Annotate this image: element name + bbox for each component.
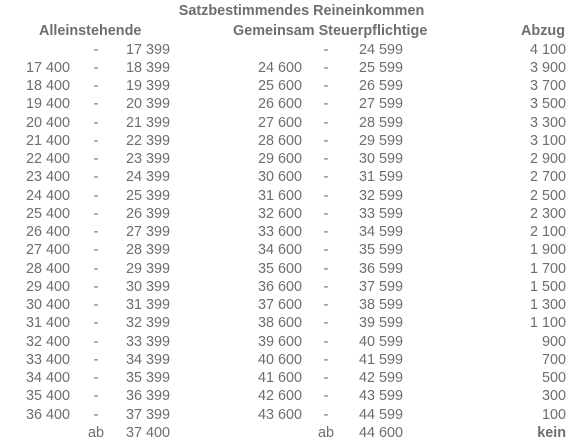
- joint-to: 44 599: [359, 406, 403, 424]
- joint-from: 24 600: [258, 59, 302, 77]
- joint-from: 42 600: [258, 387, 302, 405]
- joint-from: 38 600: [258, 314, 302, 332]
- single-to: 30 399: [126, 278, 170, 296]
- single-to: 26 399: [126, 205, 170, 223]
- table-row: [0, 314, 583, 332]
- single-to: 34 399: [126, 351, 170, 369]
- table-row: [0, 187, 583, 205]
- joint-from: 41 600: [258, 369, 302, 387]
- joint-separator: -: [318, 205, 334, 223]
- joint-to: 30 599: [359, 150, 403, 168]
- deduction-value: 3 300: [530, 114, 566, 132]
- table-row: [0, 424, 583, 442]
- single-separator: -: [88, 278, 104, 296]
- single-separator: -: [88, 205, 104, 223]
- single-from: 25 400: [26, 205, 70, 223]
- single-to: 36 399: [126, 387, 170, 405]
- table-row: [0, 387, 583, 405]
- single-separator: -: [88, 314, 104, 332]
- table-row: [0, 406, 583, 424]
- joint-from: 35 600: [258, 260, 302, 278]
- single-to: 37 400: [126, 424, 170, 442]
- single-separator: -: [88, 387, 104, 405]
- single-separator: -: [88, 77, 104, 95]
- deduction-value: 900: [542, 333, 566, 351]
- joint-to: 43 599: [359, 387, 403, 405]
- table-row: [0, 59, 583, 77]
- single-to: 25 399: [126, 187, 170, 205]
- single-separator: -: [88, 369, 104, 387]
- joint-to: 25 599: [359, 59, 403, 77]
- joint-separator: -: [318, 77, 334, 95]
- joint-to: 37 599: [359, 278, 403, 296]
- single-to: 21 399: [126, 114, 170, 132]
- joint-to: 24 599: [359, 41, 403, 59]
- table-row: [0, 333, 583, 351]
- single-separator: -: [88, 95, 104, 113]
- deduction-value: 4 100: [530, 41, 566, 59]
- single-to: 24 399: [126, 168, 170, 186]
- joint-to: 33 599: [359, 205, 403, 223]
- single-from: 30 400: [26, 296, 70, 314]
- table-row: [0, 168, 583, 186]
- header-deduction: Abzug: [521, 22, 565, 40]
- joint-to: 35 599: [359, 241, 403, 259]
- single-from: 19 400: [26, 95, 70, 113]
- joint-from: 29 600: [258, 150, 302, 168]
- joint-from: 25 600: [258, 77, 302, 95]
- single-to: 32 399: [126, 314, 170, 332]
- deduction-value: 2 700: [530, 168, 566, 186]
- deduction-value: 1 300: [530, 296, 566, 314]
- single-from: 20 400: [26, 114, 70, 132]
- joint-separator: -: [318, 333, 334, 351]
- single-from: 17 400: [26, 59, 70, 77]
- table-title: Satzbestimmendes Reineinkommen: [0, 3, 583, 20]
- single-separator: -: [88, 150, 104, 168]
- single-separator: -: [88, 223, 104, 241]
- joint-from: 26 600: [258, 95, 302, 113]
- single-to: 23 399: [126, 150, 170, 168]
- joint-from: 34 600: [258, 241, 302, 259]
- joint-from: 39 600: [258, 333, 302, 351]
- joint-separator: -: [318, 150, 334, 168]
- table-row: [0, 296, 583, 314]
- joint-to: 38 599: [359, 296, 403, 314]
- deduction-value: 2 300: [530, 205, 566, 223]
- joint-to: 44 600: [359, 424, 403, 442]
- single-to: 35 399: [126, 369, 170, 387]
- joint-separator: -: [318, 260, 334, 278]
- joint-from: 27 600: [258, 114, 302, 132]
- joint-separator: -: [318, 406, 334, 424]
- joint-separator: -: [318, 59, 334, 77]
- single-to: 28 399: [126, 241, 170, 259]
- joint-to: 42 599: [359, 369, 403, 387]
- joint-from: 40 600: [258, 351, 302, 369]
- joint-separator: -: [318, 296, 334, 314]
- single-to: 22 399: [126, 132, 170, 150]
- table-row: [0, 223, 583, 241]
- table-row: [0, 95, 583, 113]
- table-row: [0, 41, 583, 59]
- table-row: [0, 369, 583, 387]
- single-separator: ab: [88, 424, 104, 442]
- deduction-value: 2 500: [530, 187, 566, 205]
- single-separator: -: [88, 41, 104, 59]
- column-headers: [0, 22, 583, 40]
- table-row: [0, 150, 583, 168]
- joint-to: 41 599: [359, 351, 403, 369]
- joint-separator: -: [318, 187, 334, 205]
- single-separator: -: [88, 59, 104, 77]
- joint-to: 27 599: [359, 95, 403, 113]
- table-row: [0, 241, 583, 259]
- single-from: 36 400: [26, 406, 70, 424]
- single-separator: -: [88, 333, 104, 351]
- deduction-value: 3 700: [530, 77, 566, 95]
- joint-from: 43 600: [258, 406, 302, 424]
- joint-to: 31 599: [359, 168, 403, 186]
- single-from: 28 400: [26, 260, 70, 278]
- joint-to: 32 599: [359, 187, 403, 205]
- table-body: [0, 41, 583, 442]
- single-separator: -: [88, 168, 104, 186]
- table-row: [0, 351, 583, 369]
- deduction-value: 300: [542, 387, 566, 405]
- joint-to: 34 599: [359, 223, 403, 241]
- joint-to: 28 599: [359, 114, 403, 132]
- joint-separator: -: [318, 314, 334, 332]
- single-to: 20 399: [126, 95, 170, 113]
- deduction-value: 1 700: [530, 260, 566, 278]
- single-from: 32 400: [26, 333, 70, 351]
- single-to: 37 399: [126, 406, 170, 424]
- single-to: 33 399: [126, 333, 170, 351]
- single-from: 31 400: [26, 314, 70, 332]
- single-separator: -: [88, 260, 104, 278]
- single-from: 24 400: [26, 187, 70, 205]
- table-row: [0, 132, 583, 150]
- single-separator: -: [88, 241, 104, 259]
- single-separator: -: [88, 296, 104, 314]
- table-row: [0, 114, 583, 132]
- table-row: [0, 205, 583, 223]
- joint-separator: -: [318, 387, 334, 405]
- joint-separator: -: [318, 168, 334, 186]
- single-from: 33 400: [26, 351, 70, 369]
- deduction-value: 3 100: [530, 132, 566, 150]
- single-separator: -: [88, 187, 104, 205]
- single-separator: -: [88, 114, 104, 132]
- single-from: 18 400: [26, 77, 70, 95]
- single-to: 18 399: [126, 59, 170, 77]
- single-from: 29 400: [26, 278, 70, 296]
- joint-separator: -: [318, 223, 334, 241]
- deduction-value: 3 500: [530, 95, 566, 113]
- deduction-value: 1 100: [530, 314, 566, 332]
- joint-from: 32 600: [258, 205, 302, 223]
- deduction-value: 2 900: [530, 150, 566, 168]
- joint-separator: -: [318, 369, 334, 387]
- joint-from: 28 600: [258, 132, 302, 150]
- joint-separator: -: [318, 132, 334, 150]
- joint-from: 33 600: [258, 223, 302, 241]
- deduction-value: 100: [542, 406, 566, 424]
- deduction-value: kein: [537, 424, 566, 442]
- deduction-value: 3 900: [530, 59, 566, 77]
- deduction-value: 1 900: [530, 241, 566, 259]
- single-from: 34 400: [26, 369, 70, 387]
- single-to: 27 399: [126, 223, 170, 241]
- single-separator: -: [88, 406, 104, 424]
- header-joint: Gemeinsam Steuerpflichtige: [233, 22, 427, 40]
- deduction-value: 2 100: [530, 223, 566, 241]
- joint-to: 26 599: [359, 77, 403, 95]
- single-from: 22 400: [26, 150, 70, 168]
- joint-from: 31 600: [258, 187, 302, 205]
- joint-from: 30 600: [258, 168, 302, 186]
- joint-separator: -: [318, 241, 334, 259]
- single-from: 26 400: [26, 223, 70, 241]
- joint-separator: -: [318, 114, 334, 132]
- table-row: [0, 260, 583, 278]
- joint-separator: -: [318, 351, 334, 369]
- joint-from: 36 600: [258, 278, 302, 296]
- joint-separator: -: [318, 41, 334, 59]
- single-from: 27 400: [26, 241, 70, 259]
- single-from: 35 400: [26, 387, 70, 405]
- single-from: 23 400: [26, 168, 70, 186]
- single-to: 19 399: [126, 77, 170, 95]
- table-row: [0, 278, 583, 296]
- joint-to: 29 599: [359, 132, 403, 150]
- deduction-value: 700: [542, 351, 566, 369]
- joint-to: 39 599: [359, 314, 403, 332]
- single-to: 17 399: [126, 41, 170, 59]
- joint-separator: ab: [318, 424, 334, 442]
- single-to: 29 399: [126, 260, 170, 278]
- header-single: Alleinstehende: [39, 22, 141, 40]
- single-separator: -: [88, 351, 104, 369]
- deduction-value: 500: [542, 369, 566, 387]
- single-separator: -: [88, 132, 104, 150]
- table-row: [0, 77, 583, 95]
- joint-to: 40 599: [359, 333, 403, 351]
- joint-to: 36 599: [359, 260, 403, 278]
- deduction-value: 1 500: [530, 278, 566, 296]
- joint-separator: -: [318, 278, 334, 296]
- joint-from: 37 600: [258, 296, 302, 314]
- single-from: 21 400: [26, 132, 70, 150]
- single-to: 31 399: [126, 296, 170, 314]
- joint-separator: -: [318, 95, 334, 113]
